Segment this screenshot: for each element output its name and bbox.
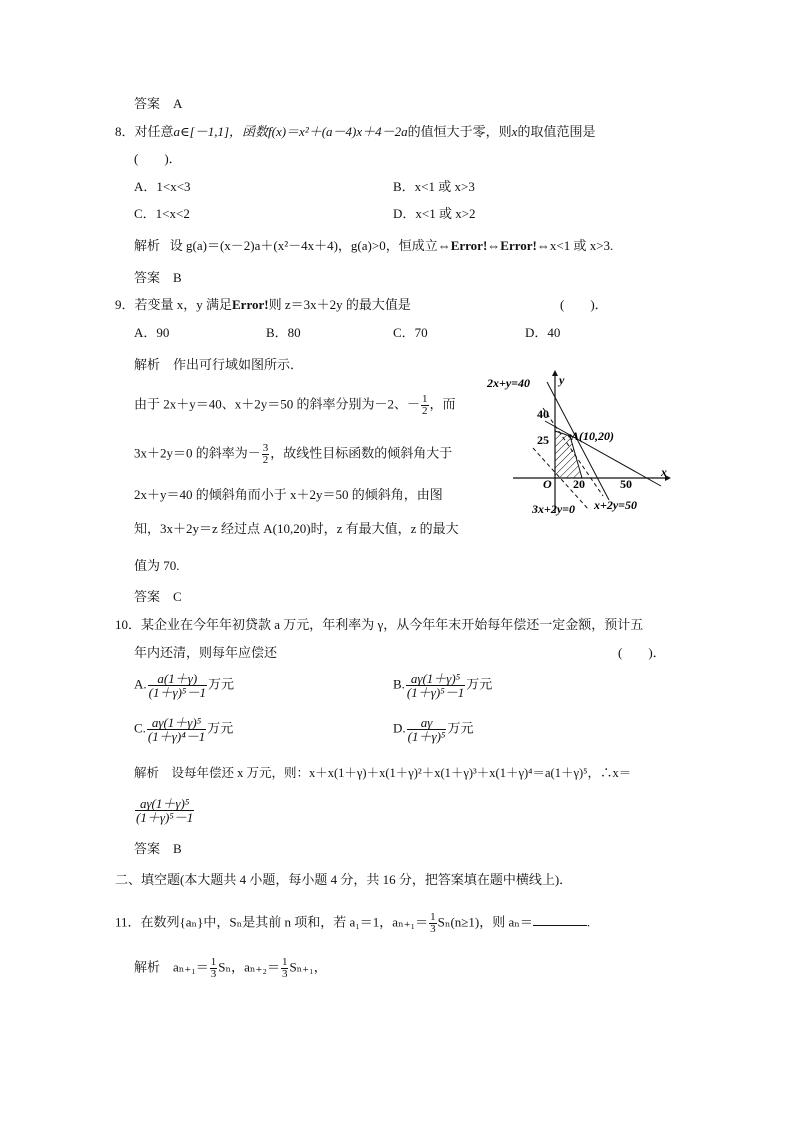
- q8-stem-d: 的值恒大于零，则: [407, 124, 512, 139]
- q8-solution-error-1: Error!: [450, 238, 488, 253]
- q9-solution-line-3-a: 3x＋2y＝0 的斜率为－: [134, 445, 261, 461]
- q8-option-d: D．x<1 或 x>2: [393, 206, 476, 221]
- tick-label-25: 25: [537, 433, 549, 447]
- axis-label-x: x: [661, 465, 667, 479]
- q9-solution-line-2: [134, 394, 456, 417]
- q9-solution-line-5: 知，3x＋2y＝z 经过点 A(10,20)时，z 有最大值，z 的最大: [134, 521, 459, 536]
- q10-answer: 答案 B: [134, 841, 182, 856]
- q8-solution-text: 设 g(a)＝(x－2)a＋(x²－4x＋4)，g(a)>0，恒成立⇔: [169, 238, 451, 253]
- q8-answer: 答案 B: [134, 270, 182, 285]
- q11-stem-a: 11．在数列{aₙ}中，Sₙ是其前 n 项和，若 a₁＝1，aₙ₊₁＝: [115, 914, 429, 930]
- q10-stem-line-2: 年内还清，则每年应偿还: [134, 645, 278, 660]
- q10-solution-fraction-value: $\frac{\text{aγ(1＋γ)⁵}}{\text{(1＋γ)⁵－1}}$: [136, 796, 194, 825]
- q8-paren: ( )．: [134, 151, 182, 166]
- axis-label-y: y: [559, 373, 565, 387]
- q10-solution-fraction: [134, 797, 195, 824]
- q10-option-d: D. $\frac{a\gamma}{\text{(1＋γ)⁵}}$ 万元: [393, 715, 474, 744]
- q11-solution-fraction-2: $\frac{1}{3}$: [281, 956, 288, 980]
- q11-stem-fraction: $\frac{1}{3}$: [430, 911, 436, 935]
- q8-stem-b: a∈[－1,1]，函数: [173, 124, 269, 139]
- q9-stem: [115, 297, 411, 313]
- q9-stem-a: 9．若变量 x，y 满足: [115, 297, 233, 312]
- q9-option-c: C．70: [393, 325, 428, 340]
- q7-answer: 答案 A: [134, 96, 183, 111]
- q11-solution-a: 解析 aₙ₊₁＝: [134, 959, 209, 975]
- q8-option-a: A．1<x<3: [134, 179, 191, 194]
- section-2-title: 二、填空题(本大题共 4 小题，每小题 4 分，共 16 分，把答案填在题中横线上)．: [115, 872, 573, 887]
- q8-stem-a: 8．对任意: [115, 124, 174, 139]
- q10-solution-line-1: 解析 设每年偿还 x 万元，则：x＋x(1＋γ)＋x(1＋γ)²＋x(1＋γ)³＋x(1＋γ)⁴＝a(1＋γ)⁵，∴x＝: [134, 766, 632, 780]
- q8-stem-e: x: [511, 124, 518, 139]
- q9-answer: 答案 C: [134, 589, 182, 604]
- q8-option-c: C．1<x<2: [134, 206, 190, 221]
- q10-option-b-fraction: $\frac{\text{aγ(1＋γ)⁵}}{\text{(1＋γ)⁵－1}}$: [406, 671, 465, 700]
- q10-option-a-fraction: $\frac{a(1+\gamma)}{\text{(1＋γ)⁵－1}}$: [148, 671, 206, 700]
- q10-paren: ( )．: [618, 645, 666, 660]
- label-2x-plus-y-40: 2x+y=40: [487, 376, 531, 390]
- label-objective-line: 3x+2y=0: [532, 502, 576, 516]
- q9-solution-line-3: [134, 443, 452, 466]
- q8-stem: [115, 124, 595, 140]
- q10-option-c: C. $\frac{\text{aγ(1＋γ)⁵}}{\text{(1＋γ)⁴－1}}$ 万元: [134, 715, 234, 744]
- q10-option-a: A. $\frac{a(1+\gamma)}{\text{(1＋γ)⁵－1}}$ 万元: [134, 671, 234, 700]
- q8-solution-mid: ⇔: [487, 238, 501, 253]
- q10-stem-line-1: 10．某企业在今年年初贷款 a 万元，年利率为 γ，从今年年末开始每年偿还一定金额，预计五: [115, 617, 644, 632]
- q10-option-d-fraction: $\frac{a\gamma}{\text{(1＋γ)⁵}}$: [407, 715, 446, 744]
- q11-answer-blank: [533, 913, 587, 926]
- point-a-label: A(10,20): [571, 429, 614, 443]
- q11-solution-c: Sₙ₊₁，: [289, 959, 327, 975]
- q9-paren: ( )．: [560, 297, 608, 312]
- q9-option-b: B．80: [266, 325, 301, 340]
- q8-solution-end: ⇔x<1 或 x>3.: [536, 238, 614, 253]
- fraction-three-halves: $\frac{3}{2}$: [262, 442, 269, 466]
- q9-solution-line-2-b: ，而: [429, 396, 456, 412]
- q8-solution: [134, 238, 613, 254]
- q9-solution-line-4: 2x＋y＝40 的倾斜角而小于 x＋2y＝50 的倾斜角，由图: [134, 487, 443, 502]
- q11-solution: [134, 957, 327, 980]
- label-x-plus-2y-50: x+2y=50: [594, 498, 638, 512]
- q11-solution-fraction-1: $\frac{1}{3}$: [210, 956, 217, 980]
- q11-stem: 11．在数列{aₙ}中，Sₙ是其前 n 项和，若 a₁＝1，aₙ₊₁＝ $\frac{1}{3}$ Sₙ(n≥1)，则 aₙ＝ .: [115, 911, 591, 935]
- q8-stem-c: f(x)＝x²＋(a－4)x＋4－2a: [268, 124, 408, 139]
- q9-option-d: D．40: [525, 325, 561, 340]
- q8-solution-error-2: Error!: [500, 238, 537, 253]
- q9-solution-line-1: 解析 作出可行域如图所示．: [134, 357, 304, 372]
- q9-option-a: A．90: [134, 325, 170, 340]
- q9-solution-line-3-b: ，故线性目标函数的倾斜角大于: [270, 445, 453, 461]
- q9-stem-error: Error!: [232, 297, 269, 312]
- tick-label-40: 40: [537, 407, 549, 421]
- feasible-region-figure: [485, 368, 675, 518]
- q9-stem-b: 则 z＝3x＋2y 的最大值是: [268, 297, 411, 312]
- q9-solution-line-2-a: 由于 2x＋y＝40、x＋2y＝50 的斜率分别为－2、－: [134, 396, 421, 412]
- origin-label: O: [543, 477, 552, 491]
- q10-option-c-fraction: $\frac{\text{aγ(1＋γ)⁵}}{\text{(1＋γ)⁴－1}}$: [147, 715, 206, 744]
- q11-stem-b: Sₙ(n≥1)，则 aₙ＝: [437, 914, 533, 930]
- q11-solution-b: Sₙ，aₙ₊₂＝: [218, 959, 280, 975]
- q8-option-b: B．x<1 或 x>3: [393, 179, 475, 194]
- q9-solution-line-6: 值为 70.: [134, 558, 180, 573]
- fraction-one-half: $\frac{1}{2}$: [422, 393, 428, 417]
- q8-stem-f: 的取值范围是: [517, 124, 596, 139]
- tick-label-50: 50: [620, 477, 632, 491]
- tick-label-20: 20: [573, 477, 585, 491]
- y-axis-arrow: [552, 370, 558, 376]
- q10-option-b: B. $\frac{\text{aγ(1＋γ)⁵}}{\text{(1＋γ)⁵－1}}$ 万元: [393, 671, 493, 700]
- q8-solution-label: 解析: [134, 238, 161, 253]
